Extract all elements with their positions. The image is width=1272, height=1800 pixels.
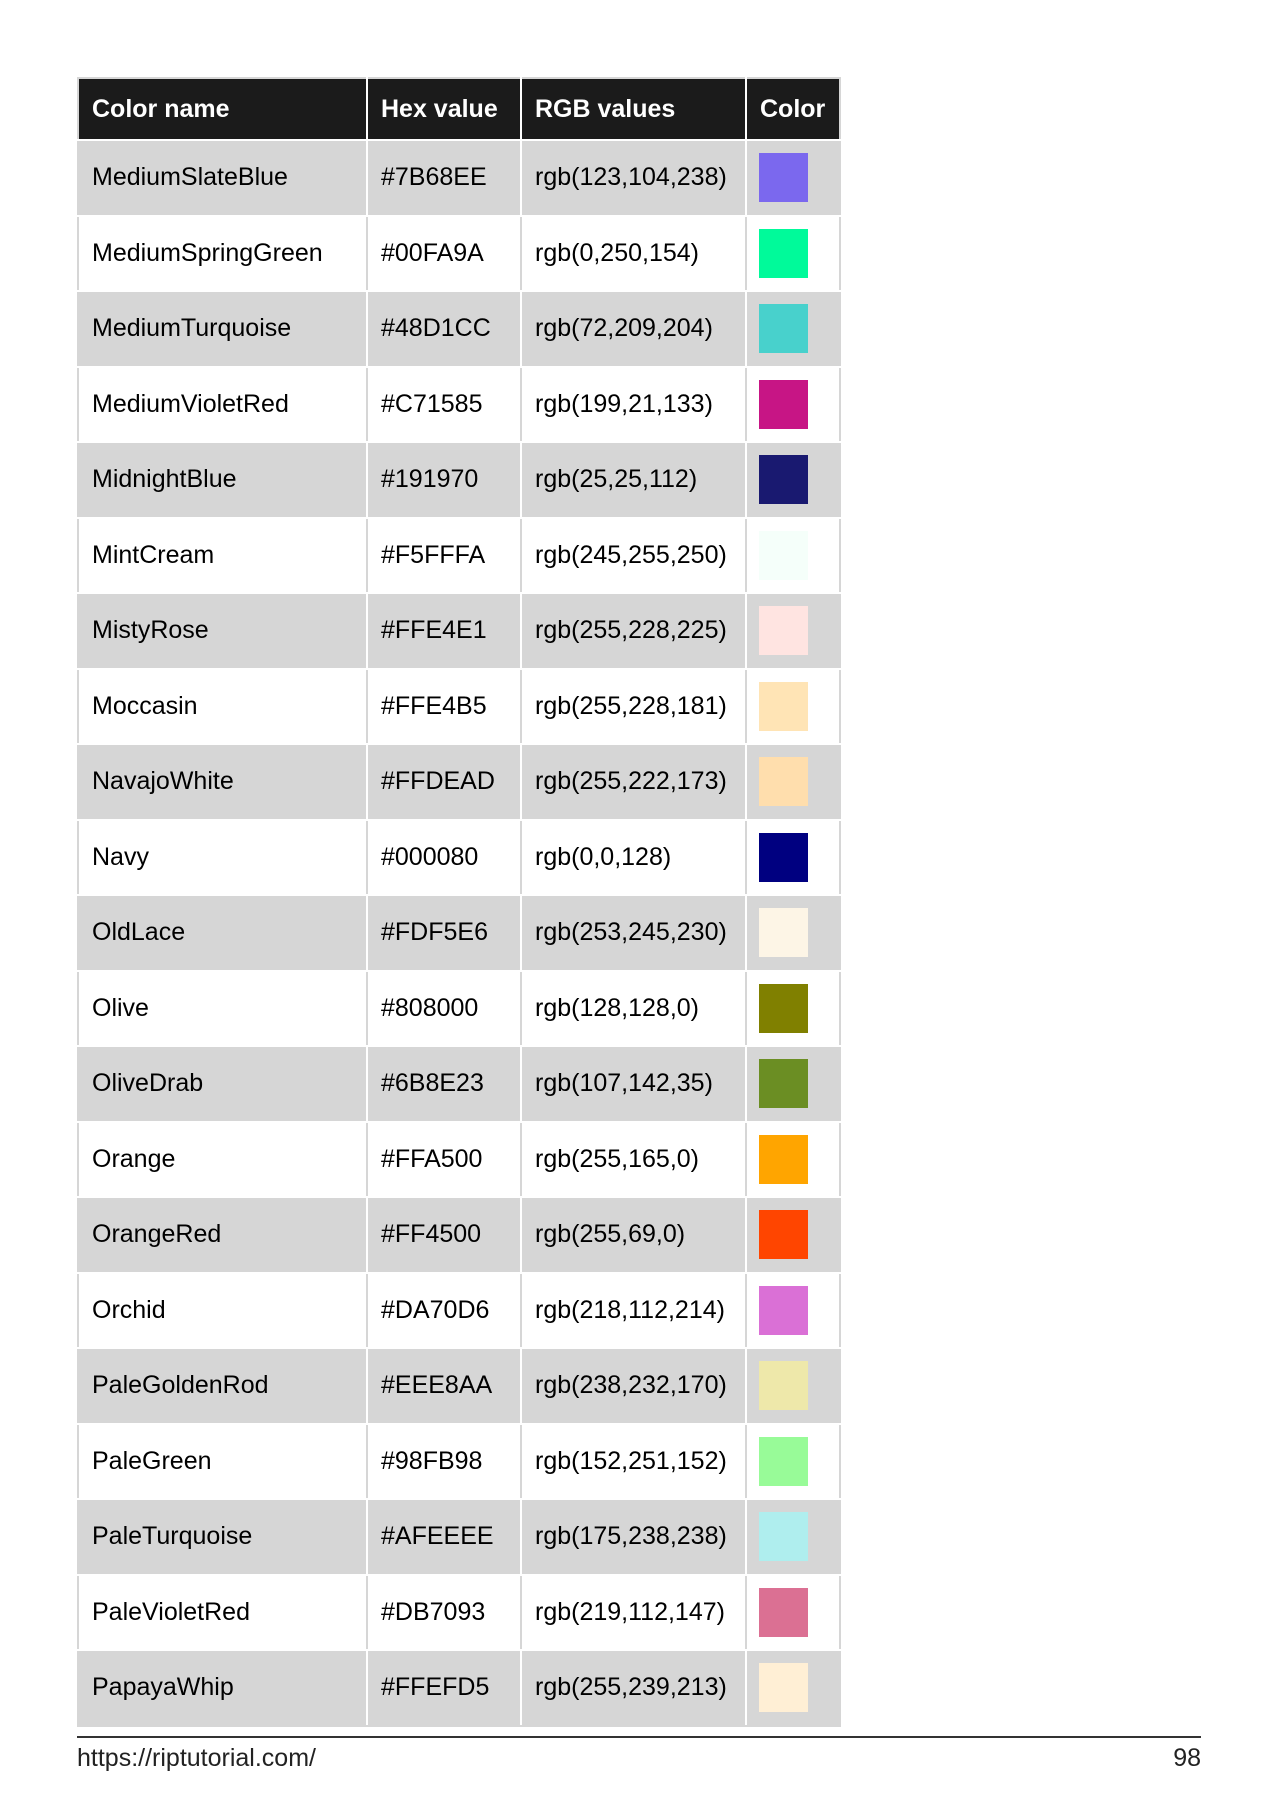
color-swatch [759, 1361, 808, 1410]
color-swatch-cell [746, 1575, 840, 1651]
hex-value-cell: #98FB98 [367, 1424, 521, 1500]
color-swatch [759, 229, 808, 278]
color-swatch-cell [746, 895, 840, 971]
rgb-values-cell: rgb(245,255,250) [521, 518, 746, 594]
table-row [78, 1424, 840, 1500]
table-row [78, 669, 840, 745]
hex-value-cell: #FFDEAD [367, 744, 521, 820]
rgb-values-cell: rgb(255,69,0) [521, 1197, 746, 1273]
color-swatch [759, 757, 808, 806]
color-swatch-cell [746, 1424, 840, 1500]
color-swatch [759, 1286, 808, 1335]
color-swatch-cell [746, 744, 840, 820]
hex-value-cell: #DA70D6 [367, 1273, 521, 1349]
table-row [78, 1499, 840, 1575]
table-row [78, 367, 840, 443]
hex-value-cell: #6B8E23 [367, 1046, 521, 1122]
color-swatch [759, 1135, 808, 1184]
hex-value-cell: #EEE8AA [367, 1348, 521, 1424]
color-name-cell: MistyRose [78, 593, 367, 669]
color-name-cell: PaleGoldenRod [78, 1348, 367, 1424]
color-swatch [759, 1059, 808, 1108]
rgb-values-cell: rgb(255,228,181) [521, 669, 746, 745]
hex-value-cell: #C71585 [367, 367, 521, 443]
color-name-cell: MediumSpringGreen [78, 216, 367, 292]
hex-value-cell: #FFE4B5 [367, 669, 521, 745]
table-row [78, 1575, 840, 1651]
table-row [78, 895, 840, 971]
color-swatch [759, 1663, 808, 1712]
rgb-values-cell: rgb(123,104,238) [521, 140, 746, 216]
color-swatch [759, 1512, 808, 1561]
color-swatch [759, 1588, 808, 1637]
header-color: Color [746, 78, 840, 140]
color-name-cell: Navy [78, 820, 367, 896]
color-name-cell: MediumVioletRed [78, 367, 367, 443]
color-swatch-cell [746, 1197, 840, 1273]
color-swatch-cell [746, 442, 840, 518]
color-swatch-cell [746, 669, 840, 745]
rgb-values-cell: rgb(238,232,170) [521, 1348, 746, 1424]
table-row [78, 593, 840, 669]
color-swatch [759, 833, 808, 882]
color-swatch-cell [746, 216, 840, 292]
hex-value-cell: #FFEFD5 [367, 1650, 521, 1726]
table-row [78, 140, 840, 216]
color-name-cell: OliveDrab [78, 1046, 367, 1122]
hex-value-cell: #48D1CC [367, 291, 521, 367]
color-name-cell: OrangeRed [78, 1197, 367, 1273]
header-rgb-values: RGB values [521, 78, 746, 140]
rgb-values-cell: rgb(0,250,154) [521, 216, 746, 292]
header-color-name: Color name [78, 78, 367, 140]
table-body [78, 140, 840, 1726]
color-name-cell: MintCream [78, 518, 367, 594]
color-swatch-cell [746, 971, 840, 1047]
color-swatch-cell [746, 291, 840, 367]
color-swatch [759, 531, 808, 580]
hex-value-cell: #FFE4E1 [367, 593, 521, 669]
rgb-values-cell: rgb(253,245,230) [521, 895, 746, 971]
color-name-cell: Moccasin [78, 669, 367, 745]
rgb-values-cell: rgb(0,0,128) [521, 820, 746, 896]
table-row [78, 1197, 840, 1273]
table-row [78, 1122, 840, 1198]
hex-value-cell: #FF4500 [367, 1197, 521, 1273]
hex-value-cell: #FDF5E6 [367, 895, 521, 971]
hex-value-cell: #00FA9A [367, 216, 521, 292]
color-swatch [759, 380, 808, 429]
color-swatch-cell [746, 140, 840, 216]
table-row [78, 744, 840, 820]
rgb-values-cell: rgb(255,239,213) [521, 1650, 746, 1726]
footer-url-link[interactable]: https://riptutorial.com/ [77, 1744, 316, 1772]
header-hex-value: Hex value [367, 78, 521, 140]
hex-value-cell: #191970 [367, 442, 521, 518]
color-swatch [759, 1210, 808, 1259]
rgb-values-cell: rgb(255,228,225) [521, 593, 746, 669]
table-row [78, 442, 840, 518]
color-swatch-cell [746, 820, 840, 896]
color-swatch [759, 682, 808, 731]
hex-value-cell: #FFA500 [367, 1122, 521, 1198]
rgb-values-cell: rgb(218,112,214) [521, 1273, 746, 1349]
rgb-values-cell: rgb(107,142,35) [521, 1046, 746, 1122]
color-swatch-cell [746, 1499, 840, 1575]
color-swatch [759, 304, 808, 353]
color-name-cell: PaleTurquoise [78, 1499, 367, 1575]
table-row [78, 216, 840, 292]
color-swatch-cell [746, 1348, 840, 1424]
footer-divider [77, 1736, 1201, 1738]
table-row [78, 820, 840, 896]
color-name-cell: PaleVioletRed [78, 1575, 367, 1651]
table-row [78, 1348, 840, 1424]
color-swatch [759, 908, 808, 957]
table-header-row [78, 78, 840, 140]
hex-value-cell: #7B68EE [367, 140, 521, 216]
color-swatch-cell [746, 1046, 840, 1122]
table-row [78, 518, 840, 594]
color-name-cell: Orchid [78, 1273, 367, 1349]
color-swatch [759, 1437, 808, 1486]
color-name-cell: PaleGreen [78, 1424, 367, 1500]
color-name-cell: NavajoWhite [78, 744, 367, 820]
color-name-cell: Orange [78, 1122, 367, 1198]
rgb-values-cell: rgb(199,21,133) [521, 367, 746, 443]
color-name-cell: MidnightBlue [78, 442, 367, 518]
hex-value-cell: #000080 [367, 820, 521, 896]
color-swatch [759, 984, 808, 1033]
color-name-cell: MediumSlateBlue [78, 140, 367, 216]
hex-value-cell: #AFEEEE [367, 1499, 521, 1575]
rgb-values-cell: rgb(25,25,112) [521, 442, 746, 518]
color-swatch-cell [746, 367, 840, 443]
table-row [78, 971, 840, 1047]
color-swatch-cell [746, 1122, 840, 1198]
color-swatch [759, 455, 808, 504]
rgb-values-cell: rgb(219,112,147) [521, 1575, 746, 1651]
color-swatch [759, 606, 808, 655]
rgb-values-cell: rgb(128,128,0) [521, 971, 746, 1047]
hex-value-cell: #F5FFFA [367, 518, 521, 594]
color-swatch-cell [746, 1650, 840, 1726]
color-table [77, 77, 841, 1727]
color-swatch [759, 153, 808, 202]
table-row [78, 1046, 840, 1122]
rgb-values-cell: rgb(255,165,0) [521, 1122, 746, 1198]
rgb-values-cell: rgb(175,238,238) [521, 1499, 746, 1575]
hex-value-cell: #DB7093 [367, 1575, 521, 1651]
page-number: 98 [1173, 1744, 1201, 1772]
color-swatch-cell [746, 593, 840, 669]
table-row [78, 1650, 840, 1726]
color-name-cell: MediumTurquoise [78, 291, 367, 367]
rgb-values-cell: rgb(152,251,152) [521, 1424, 746, 1500]
table-row [78, 291, 840, 367]
color-name-cell: Olive [78, 971, 367, 1047]
rgb-values-cell: rgb(255,222,173) [521, 744, 746, 820]
color-name-cell: OldLace [78, 895, 367, 971]
color-swatch-cell [746, 518, 840, 594]
rgb-values-cell: rgb(72,209,204) [521, 291, 746, 367]
hex-value-cell: #808000 [367, 971, 521, 1047]
color-swatch-cell [746, 1273, 840, 1349]
table-row [78, 1273, 840, 1349]
color-name-cell: PapayaWhip [78, 1650, 367, 1726]
